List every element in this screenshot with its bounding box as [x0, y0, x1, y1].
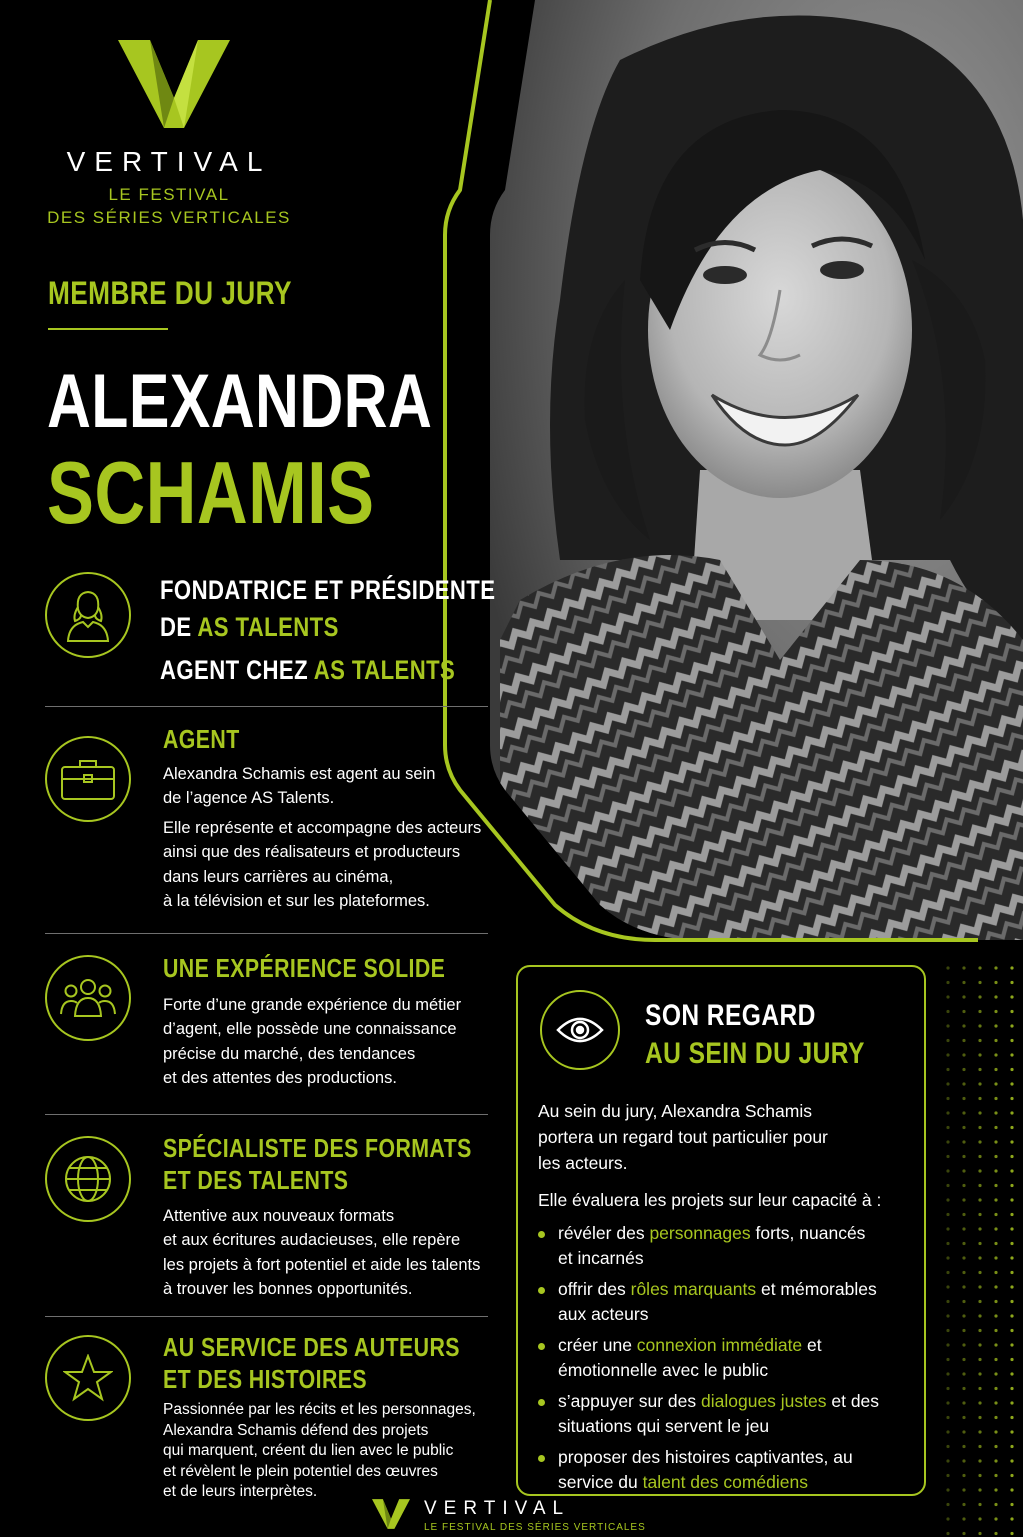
bullet-highlight: talent des comédiens — [642, 1472, 809, 1492]
decor-dot — [1010, 1430, 1013, 1433]
decor-dot — [962, 995, 965, 998]
footer-v-logo-icon — [372, 1498, 410, 1535]
decor-dot — [1010, 1024, 1013, 1027]
decor-dot — [962, 1474, 965, 1477]
decor-dot — [946, 1198, 949, 1201]
decor-dot — [962, 1184, 965, 1187]
decor-dot — [994, 1169, 997, 1172]
decor-dot — [994, 1474, 997, 1477]
decor-dot — [978, 1372, 981, 1375]
decor-dot — [978, 1387, 981, 1390]
decor-dot — [978, 1314, 981, 1317]
decor-dot — [994, 1430, 997, 1433]
decor-dot — [946, 1474, 949, 1477]
decor-dot — [962, 1198, 965, 1201]
divider — [45, 1316, 488, 1317]
decor-dot — [978, 1503, 981, 1506]
decor-dot — [946, 1416, 949, 1419]
decor-dot — [978, 1140, 981, 1143]
decor-dot — [994, 1387, 997, 1390]
bullet-highlight: rôles marquants — [630, 1279, 757, 1299]
decor-dot — [962, 966, 965, 969]
bullet-text: proposer des histoires captivantes, au — [558, 1447, 853, 1467]
decor-dot — [946, 1271, 949, 1274]
text-line: et des attentes des productions. — [163, 1069, 397, 1088]
v-logo-icon — [118, 40, 230, 133]
decor-dot — [978, 1024, 981, 1027]
decor-dot — [946, 1300, 949, 1303]
decor-dot — [1010, 1503, 1013, 1506]
bullet-text: créer une — [558, 1335, 637, 1355]
decor-dot — [946, 1488, 949, 1491]
regard-title-line2: AU SEIN DU JURY — [645, 1037, 865, 1070]
decor-dot — [946, 1285, 949, 1288]
decor-dot — [946, 1039, 949, 1042]
text-line: et de leurs interprètes. — [163, 1483, 318, 1500]
section-title-authors-line1: AU SERVICE DES AUTEURS — [163, 1332, 460, 1362]
decor-dot — [1010, 1126, 1013, 1129]
decor-dot — [994, 1126, 997, 1129]
section-title-formats-line1: SPÉCIALISTE DES FORMATS — [163, 1133, 472, 1163]
bullet-text: offrir des — [558, 1279, 631, 1299]
section-title-experience: UNE EXPÉRIENCE SOLIDE — [163, 953, 446, 983]
decor-dot — [994, 1300, 997, 1303]
decor-dot — [978, 1256, 981, 1259]
decor-dot — [962, 1503, 965, 1506]
decor-dot — [994, 1372, 997, 1375]
decor-dot — [962, 1242, 965, 1245]
decor-dot — [962, 1401, 965, 1404]
decor-dot — [946, 995, 949, 998]
decor-dot — [946, 1503, 949, 1506]
decor-dot — [1010, 995, 1013, 998]
decor-dot — [962, 1256, 965, 1259]
decor-dot — [1010, 1401, 1013, 1404]
dot-pattern-decoration — [940, 960, 1020, 1537]
logo-subtitle-line1: LE FESTIVAL — [108, 185, 230, 204]
decor-dot — [962, 1111, 965, 1114]
decor-dot — [962, 1285, 965, 1288]
list-item — [538, 1277, 879, 1327]
bullet-text: forts, nuancés — [750, 1223, 866, 1243]
decor-dot — [946, 1242, 949, 1245]
decor-dot — [994, 1184, 997, 1187]
divider — [45, 933, 488, 934]
decor-dot — [994, 1271, 997, 1274]
bullet-highlight: dialogues justes — [701, 1391, 827, 1411]
decor-dot — [946, 1343, 949, 1346]
decor-dot — [1010, 1372, 1013, 1375]
decor-dot — [946, 1430, 949, 1433]
decor-dot — [994, 1488, 997, 1491]
decor-dot — [994, 1445, 997, 1448]
decor-dot — [946, 981, 949, 984]
decor-dot — [994, 1242, 997, 1245]
decor-dot — [962, 1314, 965, 1317]
footer-subtitle: LE FESTIVAL DES SÉRIES VERTICALES — [424, 1522, 646, 1533]
decor-dot — [978, 1010, 981, 1013]
role-company — [160, 612, 339, 643]
decor-dot — [962, 1082, 965, 1085]
decor-dot — [1010, 1271, 1013, 1274]
text-line: Passionnée par les récits et les personnages, — [163, 1401, 476, 1418]
decor-dot — [994, 1213, 997, 1216]
decor-dot — [1010, 1532, 1013, 1535]
decor-dot — [994, 1459, 997, 1462]
decor-dot — [1010, 1184, 1013, 1187]
decor-dot — [994, 1155, 997, 1158]
bullet-text: révéler des — [558, 1223, 650, 1243]
decor-dot — [994, 1401, 997, 1404]
decor-dot — [962, 1227, 965, 1230]
decor-dot — [994, 1329, 997, 1332]
decor-dot — [1010, 1474, 1013, 1477]
decor-dot — [1010, 1198, 1013, 1201]
decor-dot — [946, 1184, 949, 1187]
eye-icon — [540, 990, 620, 1070]
text-line: de l’agence AS Talents. — [163, 789, 335, 808]
decor-dot — [962, 981, 965, 984]
decor-dot — [978, 1053, 981, 1056]
decor-dot — [962, 1010, 965, 1013]
decor-dot — [946, 1314, 949, 1317]
decor-dot — [946, 1517, 949, 1520]
text-line: les projets à fort potentiel et aide les talents — [163, 1255, 481, 1274]
decor-dot — [1010, 1068, 1013, 1071]
decor-dot — [994, 1010, 997, 1013]
decor-dot — [994, 1343, 997, 1346]
decor-dot — [994, 1503, 997, 1506]
decor-dot — [962, 1213, 965, 1216]
decor-dot — [1010, 1387, 1013, 1390]
decor-dot — [994, 1416, 997, 1419]
decor-dot — [978, 1343, 981, 1346]
section-agent-text — [163, 762, 481, 913]
text-line: qui marquent, créent du lien avec le public — [163, 1442, 454, 1459]
decor-dot — [994, 1140, 997, 1143]
decor-dot — [1010, 1314, 1013, 1317]
decor-dot — [994, 1024, 997, 1027]
decor-dot — [946, 1155, 949, 1158]
decor-dot — [946, 1387, 949, 1390]
decor-dot — [1010, 1111, 1013, 1114]
section-authors-text — [163, 1400, 476, 1503]
text-line: Attentive aux nouveaux formats — [163, 1207, 395, 1225]
role-agent-company: AS TALENTS — [313, 655, 456, 685]
list-item — [538, 1445, 879, 1495]
decor-dot — [962, 1024, 965, 1027]
text-line: et aux écritures audacieuses, elle repère — [163, 1231, 461, 1250]
decor-dot — [946, 1213, 949, 1216]
decor-dot — [978, 1242, 981, 1245]
decor-dot — [946, 1068, 949, 1071]
text-line: dans leurs carrières au cinéma, — [163, 867, 394, 886]
decor-dot — [1010, 1445, 1013, 1448]
decor-dot — [978, 1068, 981, 1071]
regard-intro — [538, 1098, 828, 1176]
decor-dot — [946, 1532, 949, 1535]
list-item — [538, 1389, 879, 1439]
bullet-text: service du — [558, 1472, 643, 1492]
decor-dot — [1010, 1256, 1013, 1259]
decor-dot — [962, 1416, 965, 1419]
bullet-text: aux acteurs — [558, 1304, 649, 1324]
decor-dot — [994, 1053, 997, 1056]
decor-dot — [978, 995, 981, 998]
decor-dot — [978, 981, 981, 984]
decor-dot — [978, 1430, 981, 1433]
decor-dot — [946, 1358, 949, 1361]
decor-dot — [994, 1285, 997, 1288]
decor-dot — [946, 1169, 949, 1172]
text-line: Elle représente et accompagne des acteurs — [163, 818, 482, 837]
decor-dot — [978, 1517, 981, 1520]
criteria-list — [538, 1221, 879, 1501]
decor-dot — [978, 1271, 981, 1274]
decor-dot — [1010, 981, 1013, 984]
decor-dot — [978, 1488, 981, 1491]
globe-icon — [45, 1136, 131, 1222]
decor-dot — [1010, 1155, 1013, 1158]
divider — [45, 1114, 488, 1115]
decor-dot — [994, 966, 997, 969]
decor-dot — [1010, 1140, 1013, 1143]
regard-lead: Elle évaluera les projets sur leur capacité à : — [538, 1190, 882, 1210]
bullet-highlight: connexion immédiate — [636, 1335, 803, 1355]
text-line: à trouver les bonnes opportunités. — [163, 1280, 413, 1299]
decor-dot — [994, 1111, 997, 1114]
decor-dot — [962, 1329, 965, 1332]
decor-dot — [994, 1068, 997, 1071]
decor-dot — [1010, 1488, 1013, 1491]
decor-dot — [994, 995, 997, 998]
logo-wordmark: VERTIVAL — [66, 146, 272, 177]
decor-dot — [962, 1430, 965, 1433]
decor-dot — [962, 1155, 965, 1158]
decor-dot — [978, 1300, 981, 1303]
decor-dot — [946, 1329, 949, 1332]
decor-dot — [962, 1343, 965, 1346]
role-founder: FONDATRICE ET PRÉSIDENTE — [160, 575, 496, 605]
decor-dot — [962, 1068, 965, 1071]
bullet-text: émotionnelle avec le public — [558, 1360, 769, 1380]
bullet-text: s’appuyer sur des — [558, 1391, 701, 1411]
jury-label: MEMBRE DU JURY — [48, 275, 292, 311]
text-line: Au sein du jury, Alexandra Schamis — [538, 1101, 812, 1121]
decor-dot — [962, 1300, 965, 1303]
decor-dot — [1010, 1285, 1013, 1288]
decor-dot — [978, 1039, 981, 1042]
decor-dot — [962, 1445, 965, 1448]
decor-dot — [1010, 1242, 1013, 1245]
decor-dot — [978, 1474, 981, 1477]
decor-dot — [946, 1010, 949, 1013]
decor-dot — [994, 1198, 997, 1201]
decor-dot — [946, 1140, 949, 1143]
decor-dot — [962, 1517, 965, 1520]
decor-dot — [946, 1372, 949, 1375]
decor-dot — [978, 966, 981, 969]
first-name: ALEXANDRA — [47, 359, 433, 444]
decor-dot — [946, 1126, 949, 1129]
decor-dot — [978, 1155, 981, 1158]
text-line: d’agent, elle possède une connaissance — [163, 1020, 457, 1039]
decor-dot — [946, 1082, 949, 1085]
decor-dot — [994, 1358, 997, 1361]
role-agent-prefix: AGENT CHEZ — [160, 655, 314, 685]
decor-dot — [946, 1053, 949, 1056]
decor-dot — [962, 1097, 965, 1100]
decor-dot — [978, 1416, 981, 1419]
decor-dot — [1010, 1459, 1013, 1462]
decor-dot — [962, 1488, 965, 1491]
group-icon — [45, 955, 131, 1041]
bullet-text: et des — [826, 1391, 880, 1411]
decor-dot — [946, 1401, 949, 1404]
decor-dot — [994, 1314, 997, 1317]
text-line: précise du marché, des tendances — [163, 1044, 416, 1063]
decor-dot — [994, 1227, 997, 1230]
decor-dot — [994, 1082, 997, 1085]
decor-dot — [1010, 966, 1013, 969]
decor-dot — [1010, 1039, 1013, 1042]
section-title-agent: AGENT — [163, 724, 240, 754]
decor-dot — [978, 1111, 981, 1114]
decor-dot — [978, 1126, 981, 1129]
logo-subtitle-line2: DES SÉRIES VERTICALES — [47, 208, 291, 227]
decor-dot — [962, 1271, 965, 1274]
bullet-highlight: personnages — [649, 1223, 751, 1243]
decor-dot — [978, 1459, 981, 1462]
section-formats-text — [163, 1204, 480, 1302]
decor-dot — [978, 1227, 981, 1230]
decor-dot — [1010, 1053, 1013, 1056]
star-icon — [45, 1335, 131, 1421]
role-company-name: AS TALENTS — [197, 612, 339, 642]
decor-dot — [1010, 1010, 1013, 1013]
bullet-text: et mémorables — [756, 1279, 877, 1299]
decor-dot — [1010, 1227, 1013, 1230]
decor-dot — [962, 1053, 965, 1056]
divider — [45, 706, 488, 707]
bullet-text: et incarnés — [558, 1248, 644, 1268]
decor-dot — [946, 1256, 949, 1259]
bullet-text: et — [802, 1335, 822, 1355]
text-line: les acteurs. — [538, 1153, 628, 1173]
decor-dot — [978, 1082, 981, 1085]
decor-dot — [1010, 1082, 1013, 1085]
decor-dot — [962, 1532, 965, 1535]
text-line: portera un regard tout particulier pour — [538, 1127, 828, 1147]
text-line: Forte d’une grande expérience du métier — [163, 996, 462, 1014]
decor-dot — [1010, 1213, 1013, 1216]
decor-dot — [978, 1358, 981, 1361]
decor-dot — [1010, 1358, 1013, 1361]
decor-dot — [978, 1097, 981, 1100]
decor-dot — [978, 1285, 981, 1288]
decor-dot — [994, 1097, 997, 1100]
decor-dot — [946, 1024, 949, 1027]
decor-dot — [962, 1372, 965, 1375]
decor-dot — [1010, 1517, 1013, 1520]
last-name: SCHAMIS — [47, 443, 375, 542]
decor-dot — [1010, 1343, 1013, 1346]
decor-dot — [978, 1329, 981, 1332]
text-line: ainsi que des réalisateurs et producteurs — [163, 843, 461, 862]
section-experience-text — [163, 993, 461, 1091]
decor-dot — [962, 1126, 965, 1129]
jury-rule — [48, 328, 168, 330]
text-line: Alexandra Schamis est agent au sein — [163, 765, 436, 783]
decor-dot — [994, 1256, 997, 1259]
decor-dot — [946, 1097, 949, 1100]
briefcase-icon — [45, 736, 131, 822]
decor-dot — [946, 966, 949, 969]
decor-dot — [962, 1459, 965, 1462]
decor-dot — [994, 1039, 997, 1042]
decor-dot — [962, 1358, 965, 1361]
decor-dot — [962, 1140, 965, 1143]
decor-dot — [978, 1401, 981, 1404]
decor-dot — [1010, 1097, 1013, 1100]
decor-dot — [946, 1445, 949, 1448]
decor-dot — [978, 1532, 981, 1535]
decor-dot — [994, 981, 997, 984]
list-item — [538, 1333, 879, 1383]
decor-dot — [1010, 1300, 1013, 1303]
decor-dot — [978, 1198, 981, 1201]
decor-dot — [978, 1445, 981, 1448]
decor-dot — [946, 1459, 949, 1462]
decor-dot — [1010, 1416, 1013, 1419]
decor-dot — [962, 1039, 965, 1042]
text-line: Alexandra Schamis défend des projets — [163, 1421, 429, 1439]
decor-dot — [946, 1227, 949, 1230]
decor-dot — [978, 1213, 981, 1216]
text-line: et révèlent le plein potentiel des œuvres — [163, 1462, 438, 1480]
section-title-formats-line2: ET DES TALENTS — [163, 1165, 349, 1195]
list-item — [538, 1221, 879, 1271]
decor-dot — [962, 1387, 965, 1390]
regard-title-line1: SON REGARD — [645, 999, 816, 1032]
decor-dot — [946, 1111, 949, 1114]
section-title-authors-line2: ET DES HISTOIRES — [163, 1364, 368, 1394]
decor-dot — [978, 1169, 981, 1172]
role-agent — [160, 655, 455, 686]
decor-dot — [1010, 1329, 1013, 1332]
role-company-prefix: DE — [160, 612, 198, 642]
bullet-text: situations qui servent le jeu — [558, 1416, 770, 1436]
person-icon — [45, 572, 131, 658]
footer-wordmark: VERTIVAL — [424, 1498, 571, 1519]
decor-dot — [994, 1517, 997, 1520]
decor-dot — [1010, 1169, 1013, 1172]
decor-dot — [994, 1532, 997, 1535]
text-line: à la télévision et sur les plateformes. — [163, 892, 430, 911]
decor-dot — [962, 1169, 965, 1172]
decor-dot — [978, 1184, 981, 1187]
